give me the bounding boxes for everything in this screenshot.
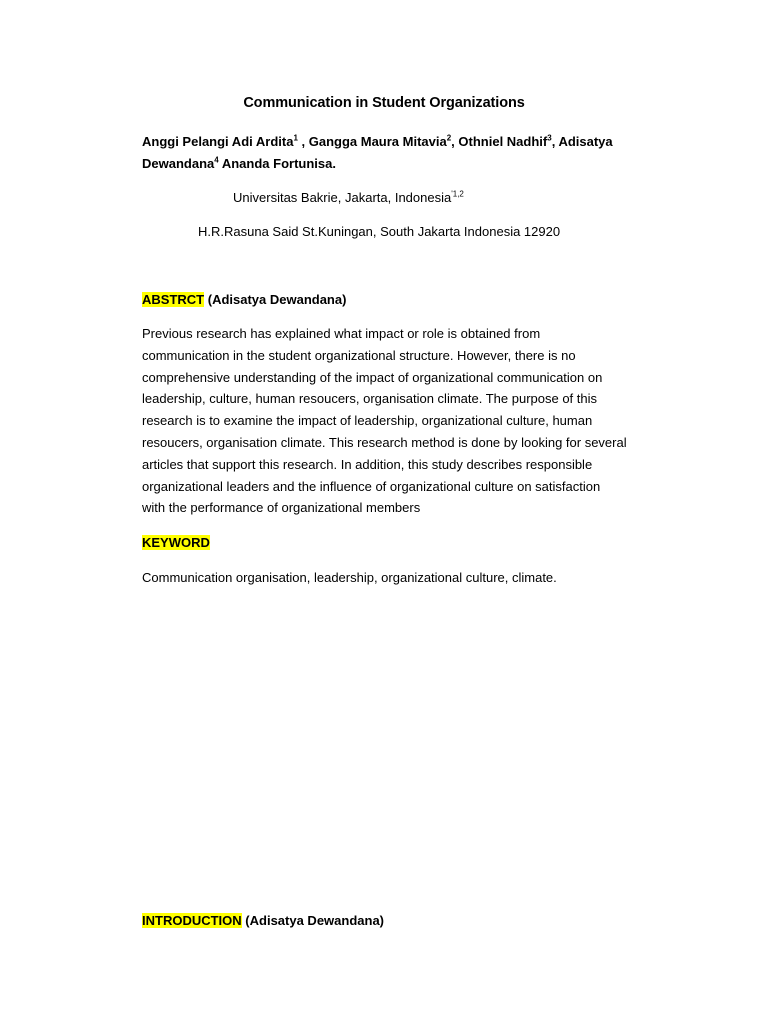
keyword-heading-label: KEYWORD bbox=[142, 535, 210, 550]
abstract-author-note: (Adisatya Dewandana) bbox=[207, 292, 347, 307]
abstract-heading-label: ABSTRCT bbox=[142, 292, 205, 307]
author-affiliation-number: 4 bbox=[214, 155, 219, 165]
author-name: Ananda Fortunisa. bbox=[221, 156, 336, 171]
abstract-heading bbox=[142, 291, 346, 309]
abstract-line: organizational leaders and the influence of organizational culture on satisfaction bbox=[142, 478, 601, 494]
author-name: Anggi Pelangi Adi Ardita bbox=[142, 134, 294, 149]
author-name: Adisatya Dewandana bbox=[142, 134, 613, 171]
introduction-heading bbox=[142, 912, 384, 930]
author-affiliation-number: 2 bbox=[446, 133, 452, 143]
abstract-line: leadership, culture, human resoucers, organisation climate. The purpose of this bbox=[142, 391, 598, 407]
author-list bbox=[142, 131, 642, 175]
address: H.R.Rasuna Said St.Kuningan, South Jakarta Indonesia 12920 bbox=[198, 224, 561, 239]
affiliation-superscript: '1,2 bbox=[451, 189, 464, 199]
author-affiliation-number: 1 bbox=[293, 133, 298, 143]
abstract-line: comprehensive understanding of the impact of organizational communication on bbox=[142, 369, 603, 385]
abstract-line: communication in the student organizational structure. However, there is no bbox=[142, 347, 576, 363]
abstract-line: research is to examine the impact of leadership, organizational culture, human bbox=[142, 413, 593, 429]
introduction-author-note: (Adisatya Dewandana) bbox=[245, 913, 384, 928]
author-name: Gangga Maura Mitavia bbox=[308, 134, 447, 149]
keyword-heading bbox=[142, 534, 210, 552]
author-separator: , bbox=[451, 134, 459, 149]
affiliation bbox=[233, 188, 464, 208]
paper-title: Communication in Student Organizations bbox=[243, 95, 525, 111]
affiliation-text: Universitas Bakrie, Jakarta, Indonesia bbox=[233, 190, 452, 205]
author-name: Othniel Nadhif bbox=[458, 134, 548, 149]
abstract-line: resoucers, organisation climate. This research method is done by looking for several bbox=[142, 434, 627, 450]
keyword-text: Communication organisation, leadership, organizational culture, climate. bbox=[142, 570, 557, 585]
abstract-line: with the performance of organizational members bbox=[142, 500, 421, 516]
author-affiliation-number: 3 bbox=[547, 133, 552, 143]
abstract-line: articles that support this research. In addition, this study describes responsible bbox=[142, 456, 593, 472]
abstract-line: Previous research has explained what impact or role is obtained from bbox=[142, 326, 541, 341]
author-separator: , bbox=[551, 134, 559, 149]
abstract-body bbox=[142, 323, 666, 519]
author-separator: , bbox=[297, 134, 309, 149]
introduction-heading-label: INTRODUCTION bbox=[142, 913, 242, 928]
